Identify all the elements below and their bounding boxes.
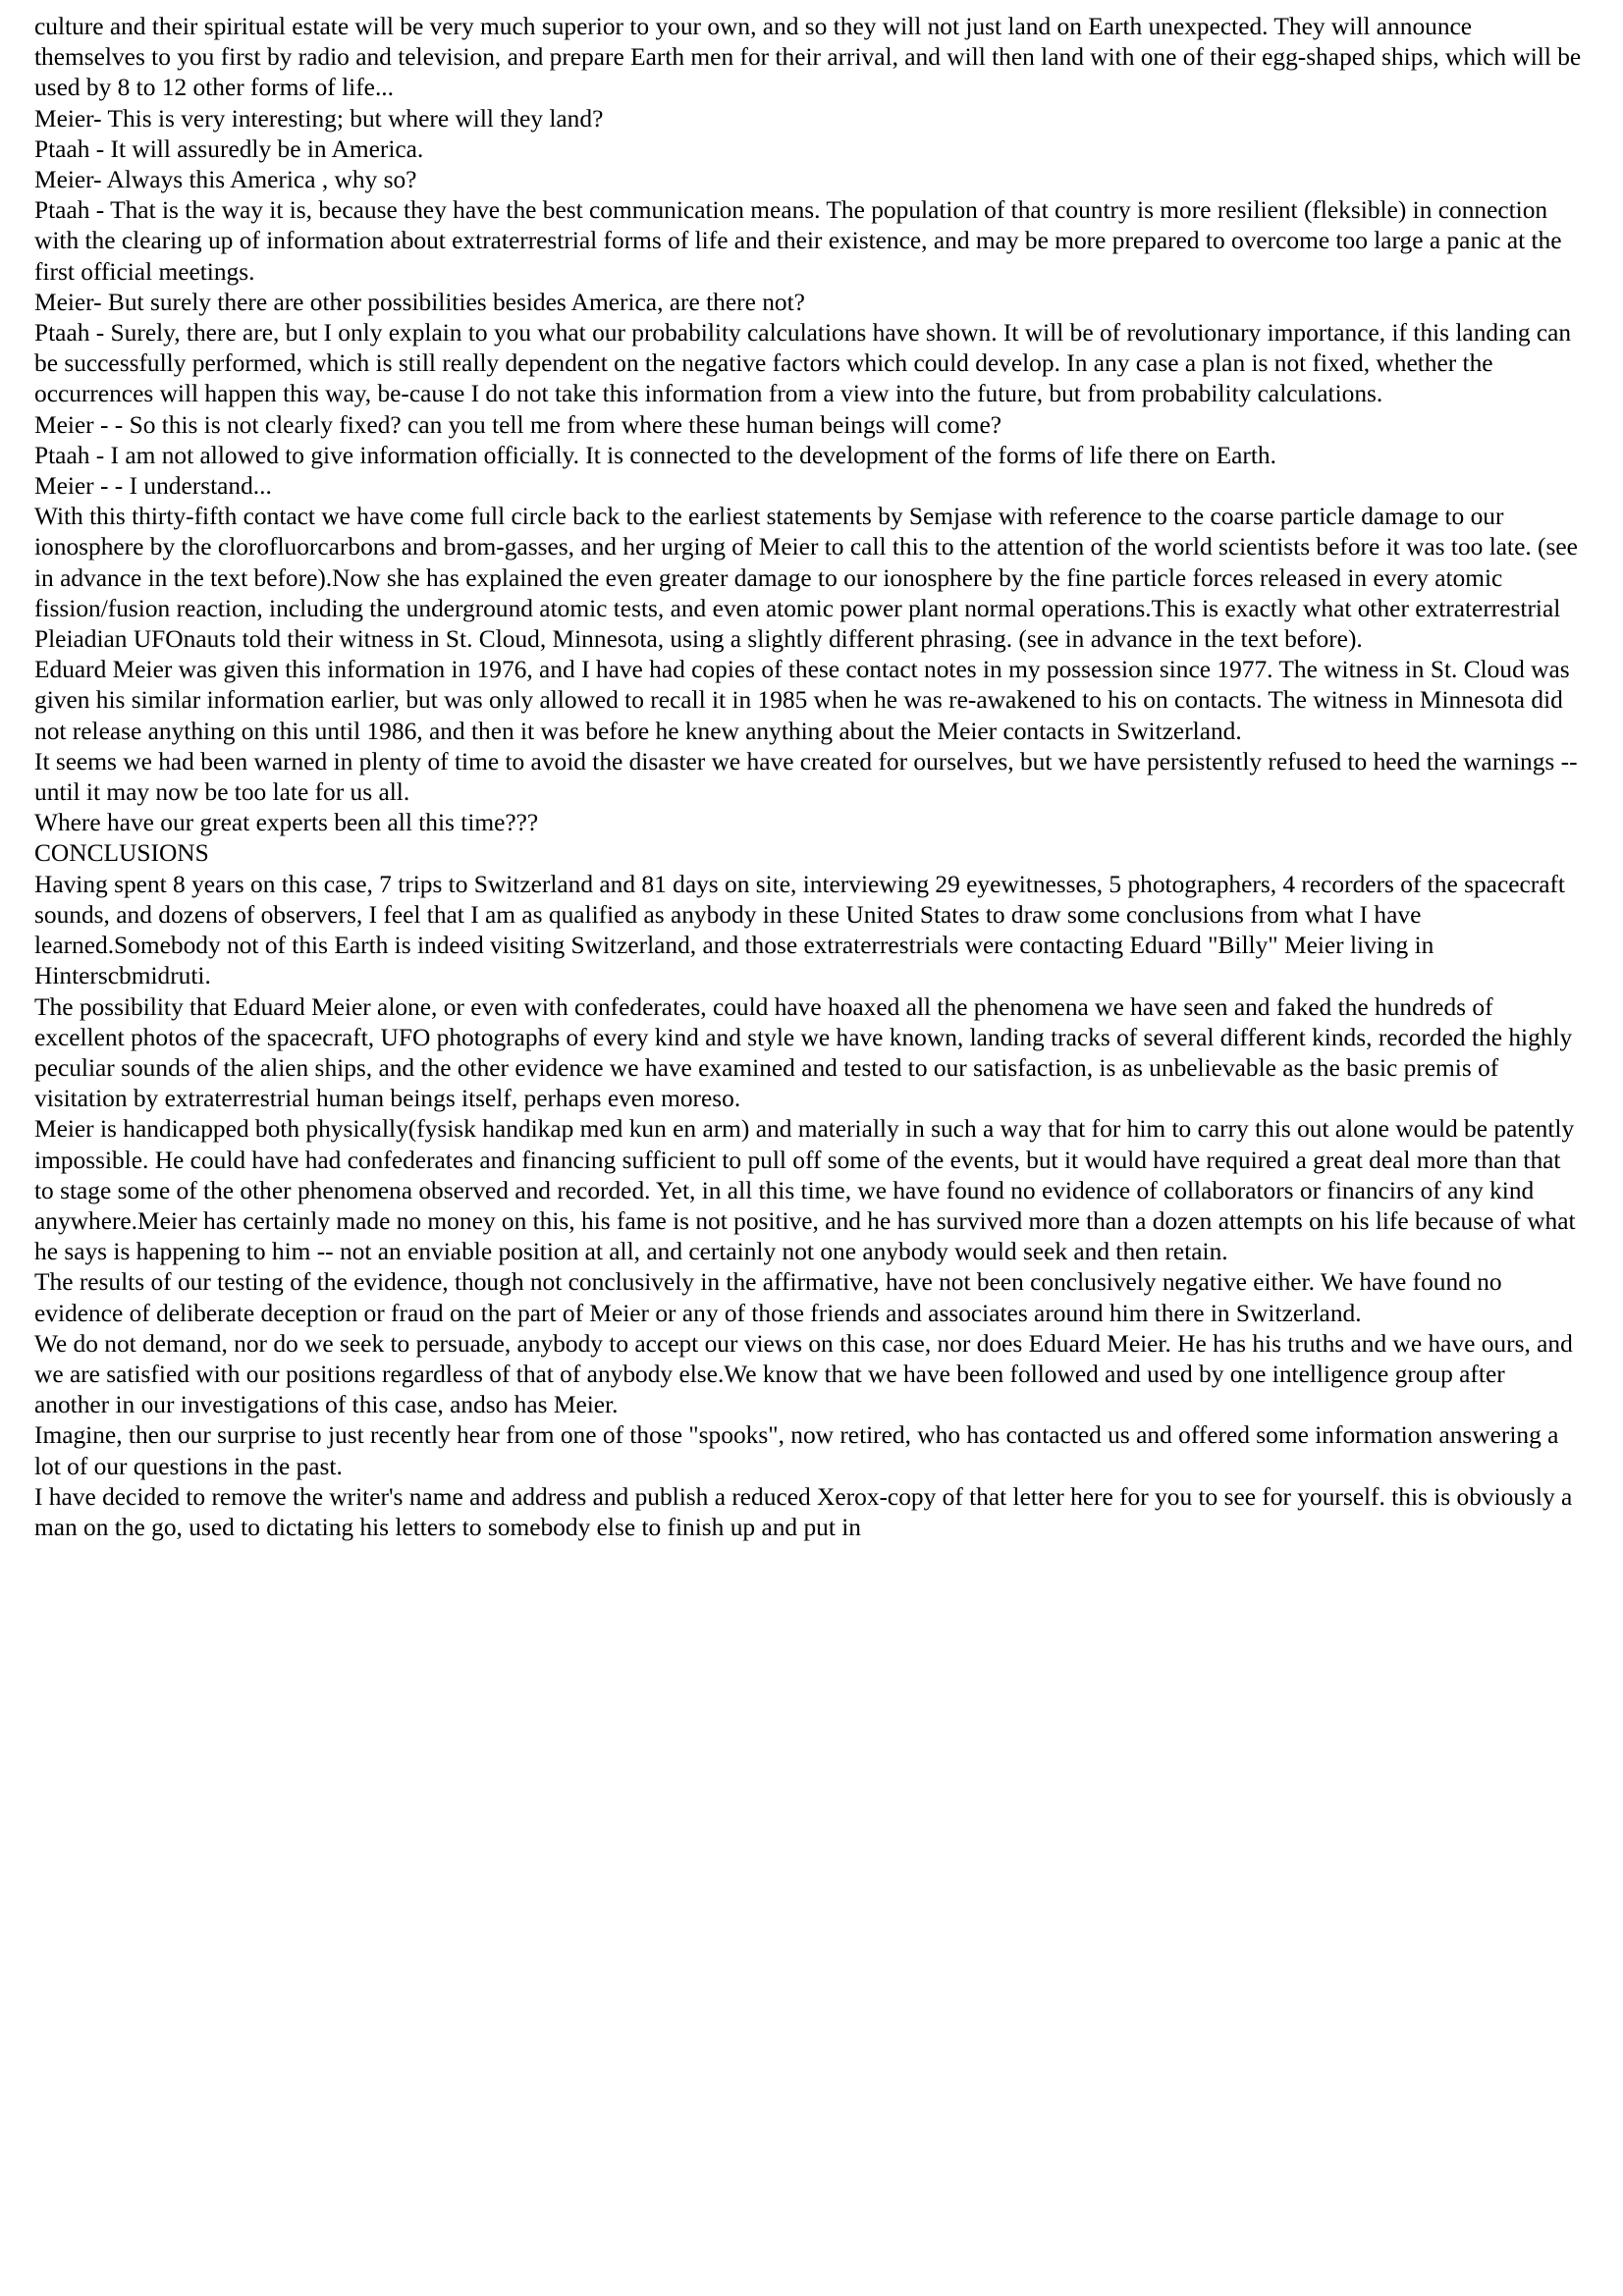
paragraph-we-do-not-demand: We do not demand, nor do we seek to persuade, anybody to accept our views on this case, nor does Eduard Meier. He has his truths and we have ours, and we are satisfied with our positions regardless of that of anybody else.We know that we have been followed and used by one intelligence group after another in our investigations of this case, andso has Meier. <box>34 1329 1573 1419</box>
dialogue-meier-always-america: Meier- Always this America , why so? <box>34 166 417 194</box>
dialogue-ptaah-communication-means: Ptaah - That is the way it is, because they have the best communication means. The population of that country is more resilient (fleksible) in connection with the clearing up of information about extraterrestrial forms of life and their existence, and may be more prepared to overcome too large a panic at the first official meetings. <box>34 196 1562 286</box>
dialogue-meier-understand: Meier - - I understand... <box>34 472 272 501</box>
paragraph-results-of-testing: The results of our testing of the evidence, though not conclusively in the affirmative, have not been conclusively negative either. We have found no evidence of deliberate deception or fraud on the part of Meier or any of those friends and associates around him there in Switzerland. <box>34 1268 1502 1327</box>
dialogue-ptaah-america: Ptaah - It will assuredly be in America. <box>34 134 424 163</box>
paragraph-where-have-experts-been: Where have our great experts been all this time??? <box>34 809 539 837</box>
paragraph-remove-writers-name: I have decided to remove the writer's name and address and publish a reduced Xerox-copy of that letter here for you to see for yourself. this is obviously a man on the go, used to dictating his letters to somebody else to finish up and put in <box>34 1482 1573 1541</box>
paragraph-eduard-meier-1976: Eduard Meier was given this information in 1976, and I have had copies of these contact notes in my possession since 1977. The witness in St. Cloud was given his similar information earlier, but was only allowed to recall it in 1985 when he was re-awakened to his on contacts. The witness in Minnesota did not release anything on this until 1986, and then it was before he knew anything about the Meier contacts in Switzerland. <box>34 656 1570 745</box>
dialogue-ptaah-not-allowed: Ptaah - I am not allowed to give information officially. It is connected to the development of the forms of life there on Earth. <box>34 441 1276 469</box>
paragraph-possibility-of-hoax: The possibility that Eduard Meier alone, or even with confederates, could have hoaxed all the phenomena we have seen and faked the hundreds of excellent photos of the spacecraft, UFO photographs of every kind and style we have known, landing tracks of several different kinds, recorded the highly peculiar sounds of the alien ships, and the other evidence we have examined and tested to our satisfaction, is as unbelievable as the basic premis of visitation by extraterrestrial human beings itself, perhaps even moreso. <box>34 992 1573 1113</box>
dialogue-meier-other-possibilities: Meier- But surely there are other possibilities besides America, are there not? <box>34 288 805 316</box>
paragraph-having-spent-8-years: Having spent 8 years on this case, 7 trips to Switzerland and 81 days on site, interviewing 29 eyewitnesses, 5 photographers, 4 recorders of the spacecraft sounds, and dozens of observers, I feel that I am as qualified as anybody in these United States to draw some conclusions from what I have learned.Somebody not of this Earth is indeed visiting Switzerland, and those extraterrestrials were contacting Eduard "Billy" Meier living in Hinterscbmidruti. <box>34 870 1565 990</box>
paragraph-landing-continuation: culture and their spiritual estate will be very much superior to your own, and so they will not just land on Earth unexpected. They will announce themselves to you first by radio and television, and prepare Earth men for their arrival, and will then land with one of their egg-shaped ships, which will be used by 8 to 12 other forms of life... <box>34 13 1582 102</box>
dialogue-meier-where-land: Meier- This is very interesting; but where will they land? <box>34 104 604 133</box>
paragraph-thirty-fifth-contact: With this thirty-fifth contact we have come full circle back to the earliest statements by Semjase with reference to the coarse particle damage to our ionosphere by the clorofluorcarbons and brom-gasses, and her urging of Meier to call this to the attention of the world scientists before it was too late. (see in advance in the text before).Now she has explained the even greater damage to our ionosphere by the fine particle forces released in every atomic fission/fusion reaction, including the underground atomic tests, and even atomic power plant normal operations.This is exactly what other extraterrestrial Pleiadian UFOnauts told their witness in St. Cloud, Minnesota, using a slightly different phrasing. (see in advance in the text before). <box>34 503 1578 654</box>
paragraph-imagine-our-surprise: Imagine, then our surprise to just recently hear from one of those "spooks", now retired, who has contacted us and offered some information answering a lot of our questions in the past. <box>34 1421 1559 1480</box>
paragraph-meier-handicapped: Meier is handicapped both physically(fysisk handikap med kun en arm) and materially in such a way that for him to carry this out alone would be patently impossible. He could have had confederates and financing sufficient to pull off some of the events, but it would have required a great deal more than that to stage some of the other phenomena observed and recorded. Yet, in all this time, we have found no evidence of collaborators or financirs of any kind anywhere.Meier has certainly made no money on this, his fame is not positive, and he has survived more than a dozen attempts on his life because of what he says is happening to him -- not an enviable position at all, and certainly not one anybody would seek and then retain. <box>34 1115 1576 1266</box>
dialogue-meier-not-clearly-fixed: Meier - - So this is not clearly fixed? can you tell me from where these human beings will come? <box>34 410 1002 439</box>
heading-conclusions: CONCLUSIONS <box>34 839 209 868</box>
dialogue-ptaah-probability-calculations: Ptaah - Surely, there are, but I only explain to you what our probability calculations have shown. It will be of revolutionary importance, if this landing can be successfully performed, which is still really dependent on the negative factors which could develop. In any case a plan is not fixed, whether the occurrences will happen this way, be-cause I do not take this information from a view into the future, but from probability calculations. <box>34 319 1572 408</box>
document-text-body <box>34 12 1586 1543</box>
paragraph-warned-in-plenty-of-time: It seems we had been warned in plenty of time to avoid the disaster we have created for ourselves, but we have persistently refused to heed the warnings -- until it may now be too late for us all. <box>34 747 1578 807</box>
